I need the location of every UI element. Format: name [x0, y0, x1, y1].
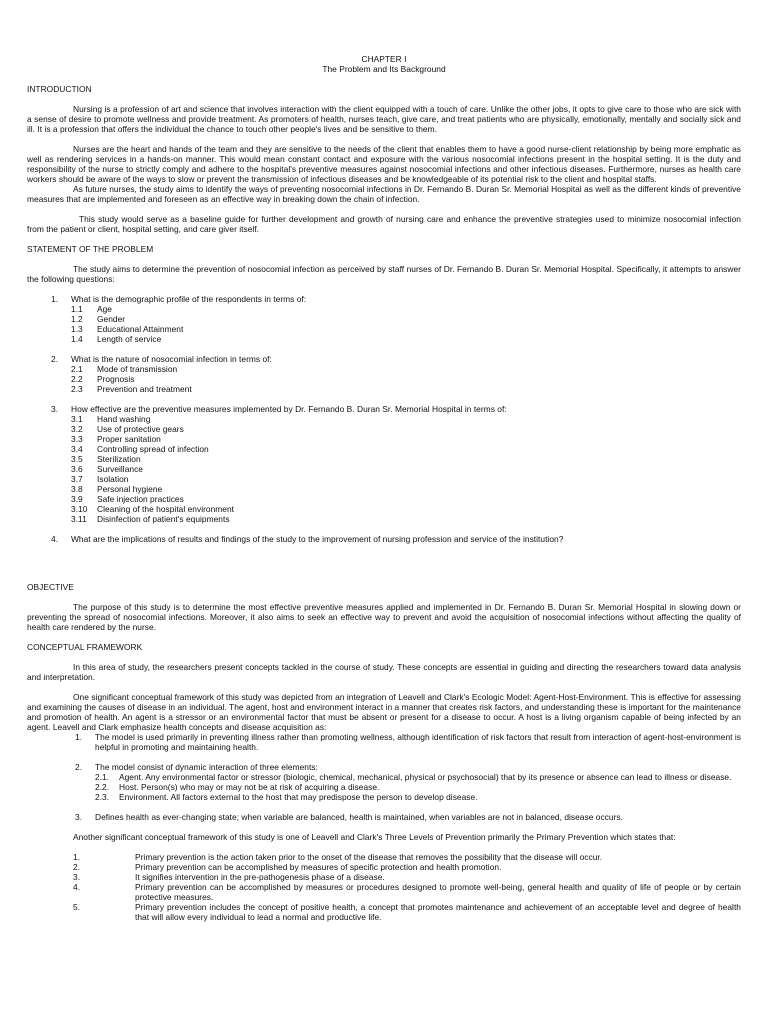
list-text: What is the nature of nosocomial infection in terms of: [71, 354, 272, 364]
sub-text: Hand washing [97, 414, 151, 424]
sub-text: Environment. All factors external to the host that may predispose the person to develop disease. [119, 792, 478, 802]
list-text: Defines health as ever-changing state; when variable are balanced, health is maintained, when variables are not in balanced, disease occurs. [95, 812, 623, 822]
ecologic-item-1 [27, 732, 741, 752]
sub-text: Isolation [97, 474, 129, 484]
list-text: It signifies intervention in the pre-pathogenesis phase of a disease. [135, 872, 385, 882]
sub-number: 2.2 [71, 374, 83, 384]
question-3 [27, 404, 741, 524]
sub-number: 3.11 [71, 514, 87, 524]
intro-paragraph-3: As future nurses, the study aims to identify the ways of preventing nosocomial infections in Dr. Fernando B. Duran Sr. Memorial Hospital as well as the different kinds of preventive measures that are implemented and foreseen as an effective way in breaking down the chain of infection. [27, 184, 741, 204]
ecologic-item-3 [27, 812, 741, 822]
sub-text: Use of protective gears [97, 424, 184, 434]
prevention-item-3 [27, 872, 741, 882]
sub-number: 2.2. [95, 782, 110, 792]
sub-number: 1.3 [71, 324, 83, 334]
sub-text: Mode of transmission [97, 364, 178, 374]
list-number: 2. [75, 762, 83, 772]
statement-paragraph: The study aims to determine the prevention of nosocomial infection as perceived by staff nurses of Dr. Fernando B. Duran Sr. Memorial Hospital. Specifically, it attempts to answer the following questions: [27, 264, 741, 284]
list-number: 1. [51, 294, 59, 304]
chapter-title: The Problem and Its Background [322, 64, 446, 74]
sub-number: 3.10 [71, 504, 88, 514]
prevention-item-5 [27, 902, 741, 922]
ecologic-subitem-environment [27, 792, 741, 802]
ecologic-item-2 [27, 762, 741, 772]
sub-number: 3.7 [71, 474, 83, 484]
list-number: 2. [73, 862, 81, 872]
sub-text: Agent. Any environmental factor or stressor (biologic, chemical, mechanical, physical or psychosocial) that by its presence or absence can lead to illness or disease. [119, 772, 732, 782]
sub-number: 1.4 [71, 334, 83, 344]
document-page [27, 54, 741, 922]
intro-paragraph-4: This study would serve as a baseline guide for further development and growth of nursing care and enhance the preventive strategies used to minimize nosocomial infection from the patient or client, hospital setting, and care giver itself. [27, 214, 741, 234]
sub-number: 3.2 [71, 424, 83, 434]
sub-number: 3.4 [71, 444, 83, 454]
sub-text: Surveillance [97, 464, 143, 474]
framework-paragraph-3: Another significant conceptual framework of this study is one of Leavell and Clark's Three Levels of Prevention primarily the Primary Prevention which states that: [73, 832, 676, 842]
list-text: Primary prevention is the action taken prior to the onset of the disease that removes the possibility that the disease will occur. [135, 852, 603, 862]
list-number: 1. [75, 732, 83, 742]
sub-number: 1.2 [71, 314, 83, 324]
ecologic-subitem-agent [27, 772, 741, 782]
sub-number: 3.1 [71, 414, 83, 424]
list-number: 1. [73, 852, 81, 862]
list-text: The model is used primarily in preventing illness rather than promoting wellness, although identification of risk factors that result from interaction of agent-host-environment is helpful in promoting and maintaining health. [95, 732, 741, 752]
list-number: 3. [73, 872, 81, 882]
list-text: The model consist of dynamic interaction of three elements: [95, 762, 318, 772]
question-4 [27, 534, 741, 544]
objective-paragraph: The purpose of this study is to determine the most effective preventive measures applied and implemented in Dr. Fernando B. Duran Sr. Memorial Hospital in slowing down or preventing the spread of nosocomial infections. Moreover, it also aims to seek an effective way to prevent and avoid the acquisition of nosocomial infections without affecting the quality of health care rendered by the nurse. [27, 602, 741, 632]
framework-paragraph-1: In this area of study, the researchers present concepts tackled in the course of study. These concepts are essential in guiding and directing the researchers toward data analysis and interpretation. [27, 662, 741, 682]
introduction-heading: INTRODUCTION [27, 84, 92, 94]
sub-text: Educational Attainment [97, 324, 184, 334]
question-2 [27, 354, 741, 394]
prevention-item-2 [27, 862, 741, 872]
framework-heading: CONCEPTUAL FRAMEWORK [27, 642, 143, 652]
objective-heading: OBJECTIVE [27, 582, 74, 592]
sub-number: 3.3 [71, 434, 83, 444]
statement-heading: STATEMENT OF THE PROBLEM [27, 244, 154, 254]
intro-paragraph-2: Nurses are the heart and hands of the team and they are sensitive to the needs of the client that enables them to have a good nurse-client relationship by being more emphatic as well as rendering services in a hands-on manner. This would mean constant contact and exposure with the various nosocomial infections present in the hospital setting. It is the duty and responsibility of the nurse to strictly comply and adhere to the hospital's preventive measures against nosocomial infections and other infectious diseases. Furthermore, nurses as health care workers should be aware of the ways to slow or prevent the transmission of infectious diseases and be knowledgeable of its potential risk to the client and hospital staffs. [27, 144, 741, 184]
sub-text: Host. Person(s) who may or may not be at risk of acquiring a disease. [119, 782, 380, 792]
list-text: How effective are the preventive measures implemented by Dr. Fernando B. Duran Sr. Memorial Hospital in terms of: [71, 404, 507, 414]
list-text: What are the implications of results and findings of the study to the improvement of nursing profession and service of the institution? [71, 534, 564, 544]
sub-text: Personal hygiene [97, 484, 163, 494]
list-text: Primary prevention includes the concept of positive health, a concept that promotes maintenance and achievement of an acceptable level and degree of health that will allow every individual to lead a normal and productive life. [135, 902, 741, 922]
sub-number: 3.9 [71, 494, 83, 504]
prevention-item-4 [27, 882, 741, 902]
question-1 [27, 294, 741, 344]
list-number: 3. [51, 404, 59, 414]
list-number: 3. [75, 812, 83, 822]
list-number: 5. [73, 902, 81, 912]
sub-number: 1.1 [71, 304, 83, 314]
sub-text: Safe injection practices [97, 494, 184, 504]
sub-number: 3.8 [71, 484, 83, 494]
sub-text: Age [97, 304, 112, 314]
list-text: Primary prevention can be accomplished by measures or procedures designed to promote well-being, general health and quality of life of people or by certain protective measures. [135, 882, 741, 902]
sub-text: Length of service [97, 334, 162, 344]
sub-number: 3.6 [71, 464, 83, 474]
intro-paragraph-1: Nursing is a profession of art and science that involves interaction with the client equipped with a touch of care. Unlike the other jobs, it opts to give care to those who are sick with a sense of desire to promote wellness and provide treatment. As promoters of health, nurses teach, give care, and treat patients who are physically, emotionally, mentally and socially sick and ill. It is a profession that offers the individual the chance to touch other people's lives and be sensitive to them. [27, 104, 741, 134]
sub-text: Prevention and treatment [97, 384, 192, 394]
sub-number: 2.1 [71, 364, 83, 374]
sub-text: Controlling spread of infection [97, 444, 209, 454]
framework-paragraph-2: One significant conceptual framework of this study was depicted from an integration of Leavell and Clark's Ecologic Model: Agent-Host-Environment. This is effective for assessing and examining the causes of disease in an individual. The agent, host and environment interact in a manner that creates risk factors, and understanding these is important for the maintenance and promotion of health. An agent is a stressor or an environmental factor that must be absent or present for a disease to occur. A host is a living organism capable of being infected by an agent. Leavell and Clark emphasize health concepts and disease acquisition as: [27, 692, 741, 732]
sub-text: Disinfection of patient's equipments [97, 514, 230, 524]
sub-number: 2.1. [95, 772, 110, 782]
sub-text: Gender [97, 314, 126, 324]
sub-text: Cleaning of the hospital environment [97, 504, 235, 514]
chapter-number: CHAPTER I [361, 54, 407, 64]
sub-number: 2.3 [71, 384, 83, 394]
sub-number: 2.3. [95, 792, 110, 802]
list-text: Primary prevention can be accomplished by measures of specific protection and health promotion. [135, 862, 502, 872]
prevention-item-1 [27, 852, 741, 862]
sub-text: Sterilization [97, 454, 141, 464]
list-number: 4. [73, 882, 81, 892]
sub-number: 3.5 [71, 454, 83, 464]
sub-text: Proper sanitation [97, 434, 161, 444]
ecologic-subitem-host [27, 782, 741, 792]
list-text: What is the demographic profile of the respondents in terms of: [71, 294, 307, 304]
sub-text: Prognosis [97, 374, 135, 384]
list-number: 2. [51, 354, 59, 364]
list-number: 4. [51, 534, 59, 544]
